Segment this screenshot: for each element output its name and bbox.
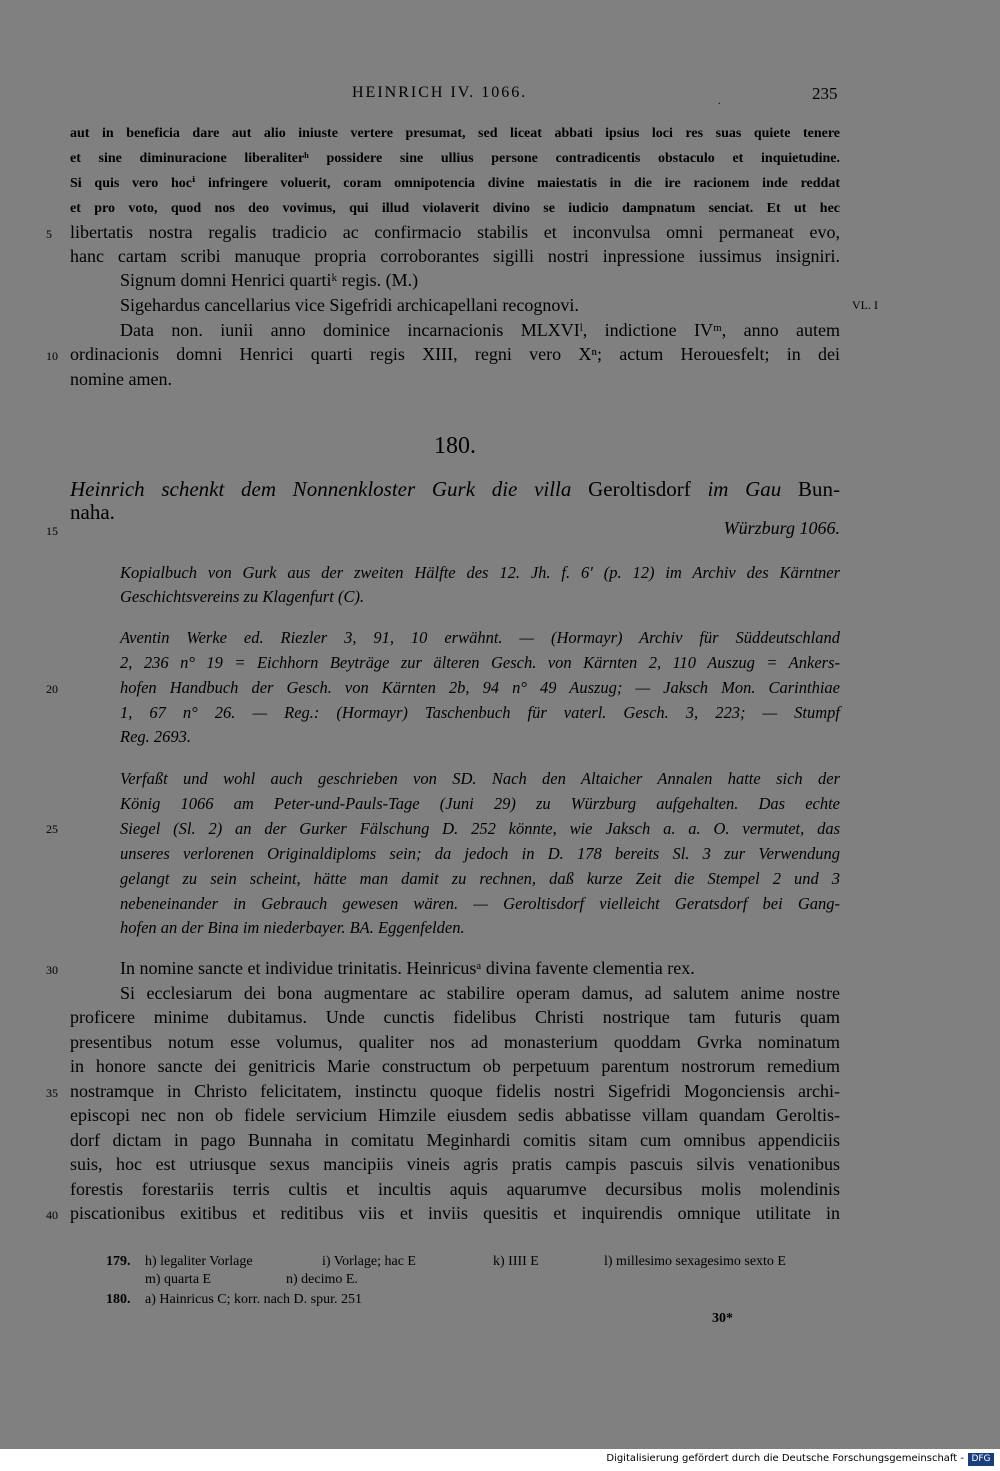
prev-line: et sine diminuracione liberaliterʰ possidere sine ullius persone contradicentis obstaculo et inquietudine.: [70, 151, 840, 166]
sheet-signature: 30*: [712, 1311, 733, 1326]
dfg-logo-icon: DFG: [968, 1453, 994, 1466]
text-line: forestis forestariis terris cultis et incultis aquis aquarumve decursibus molis molendinis: [70, 1179, 840, 1199]
footnote: m) quarta E: [145, 1272, 212, 1287]
footnote: n) decimo E.: [286, 1272, 358, 1287]
line-number: 30: [46, 963, 58, 977]
document-title-cont: naha.: [70, 500, 115, 524]
document-title: Heinrich schenkt dem Nonnenkloster Gurk die villa Geroltisdorf im Gau Bun-: [70, 477, 841, 501]
prev-line: ordinacionis domni Henrici quarti regis XIII, regni vero Xⁿ; actum Herouesfelt; in dei: [70, 344, 840, 364]
prev-line: nomine amen.: [70, 369, 172, 389]
line-number: 20: [46, 682, 58, 696]
commentary-line: König 1066 am Peter-und-Pauls-Tage (Juni 29) zu Würzburg aufgehalten. Das echte: [120, 794, 840, 813]
prints-line: hofen Handbuch der Gesch. von Kärnten 2b, 94 n° 49 Auszug; — Jaksch Mon. Carinthiae: [120, 678, 840, 697]
commentary-line: hofen an der Bina im niederbayer. BA. Eggenfelden.: [120, 918, 465, 937]
prev-line: Sigehardus cancellarius vice Sigefridi archicapellani recognovi.: [120, 295, 579, 315]
footnote-label: 179.: [106, 1254, 131, 1269]
commentary-line: Verfaßt und wohl auch geschrieben von SD. Nach den Altaicher Annalen hatte sich der: [120, 769, 840, 788]
prev-line: et pro voto, quod nos deo vovimus, qui illud violaverit divino se iudicio dampnatum senciat. Et ut hec: [70, 201, 840, 216]
text-line: nostramque in Christo felicitatem, instinctu quoque fidelis nostri Sigefridi Mogonciensis archi-: [70, 1081, 840, 1101]
prints-line: Reg. 2693.: [120, 727, 192, 746]
line-number: 40: [46, 1208, 58, 1222]
line-number: 5: [46, 227, 52, 241]
header-mark: .: [718, 96, 721, 107]
prev-line: hanc cartam scribi manuque propria corroborantes sigilli nostri inpressione iussimus insigniri.: [70, 246, 840, 266]
text-line: Si ecclesiarum dei bona augmentare ac stabilire operam damus, ad salutem anime nostre: [120, 983, 840, 1003]
line-number: 35: [46, 1086, 58, 1100]
prints-line: 1, 67 n° 26. — Reg.: (Hormayr) Taschenbuch für vaterl. Gesch. 3, 223; — Stumpf: [120, 703, 840, 722]
footnote: l) millesimo sexagesimo sexto E: [604, 1254, 786, 1269]
text-line: In nomine sancte et individue trinitatis. Heinricusᵃ divina favente clementia rex.: [120, 958, 695, 978]
commentary-line: Siegel (Sl. 2) an der Gurker Fälschung D. 252 könnte, wie Jaksch a. a. O. vermutet, das: [120, 819, 840, 838]
side-note: VL. I: [852, 298, 878, 312]
line-number: 10: [46, 349, 58, 363]
text-line: presentibus notum esse volumus, qualiter nos ad monasterium quoddam Gvrka nominatum: [70, 1032, 840, 1052]
footnote: i) Vorlage; hac E: [322, 1254, 416, 1269]
footer-bar: [0, 1449, 1000, 1471]
footnote: h) legaliter Vorlage: [145, 1254, 253, 1269]
commentary-line: unseres verlorenen Originaldiploms sein; da jedoch in D. 178 bereits Sl. 3 zur Verwendung: [120, 844, 840, 863]
prints-line: 2, 236 n° 19 = Eichhorn Beyträge zur älteren Gesch. von Kärnten 2, 110 Auszug = Ankers-: [120, 653, 840, 672]
footnote: k) IIII E: [493, 1254, 539, 1269]
page-number: 235: [812, 84, 838, 103]
commentary-line: nebeneinander in Gebrauch gewesen wären. — Geroltisdorf vielleicht Geratsdorf bei Gang-: [120, 894, 840, 913]
prev-line: libertatis nostra regalis tradicio ac confirmacio stabilis et inconvulsa omni permaneat evo,: [70, 222, 840, 242]
line-number: 25: [46, 822, 58, 836]
line-number: 15: [46, 524, 58, 538]
text-line: piscationibus exitibus et reditibus viis et inviis quesitis et inquirendis omnique utilitate in: [70, 1203, 840, 1223]
text-line: suis, hoc est utriusque sexus mancipiis vineis agris pratis campis pascuis silvis venationibus: [70, 1154, 840, 1174]
prints-line: Aventin Werke ed. Riezler 3, 91, 10 erwähnt. — (Hormayr) Archiv für Süddeutschland: [120, 628, 840, 647]
footnote-label: 180.: [106, 1292, 131, 1307]
footnote: a) Hainricus C; korr. nach D. spur. 251: [145, 1292, 362, 1307]
prev-line: aut in beneficia dare aut alio iniuste vertere presumat, sed liceat abbati ipsius loci res suas quiete tenere: [70, 126, 840, 141]
tradition-line: Geschichtsvereins zu Klagenfurt (C).: [120, 587, 365, 606]
commentary-line: gelangt zu sein scheint, hätte man damit zu rechnen, daß kurze Zeit die Stempel 2 und 3: [120, 869, 840, 888]
prev-line: Signum domni Henrici quartiᵏ regis. (M.): [120, 270, 419, 290]
text-line: in honore sancte dei genitricis Marie constructum ob perpetuum parentum nostrorum remedium: [70, 1056, 840, 1076]
text-line: episcopi nec non ob fidele servicium Himzile eiusdem sedis abbatisse villam quandam Geroltis-: [70, 1105, 840, 1125]
tradition-line: Kopialbuch von Gurk aus der zweiten Hälfte des 12. Jh. f. 6′ (p. 12) im Archiv des Kärntner: [120, 563, 840, 582]
footer-credit: Digitalisierung gefördert durch die Deutsche Forschungsgemeinschaft -: [606, 1453, 964, 1464]
prev-line: Si quis vero hocⁱ infringere voluerit, coram omnipotencia divine maiestatis in die ire racionem inde reddat: [70, 176, 840, 191]
prev-line: Data non. iunii anno dominice incarnacionis MLXVIˡ, indictione IVᵐ, anno autem: [120, 320, 840, 340]
date-place: Würzburg 1066.: [723, 518, 840, 538]
running-title: HEINRICH IV. 1066.: [352, 84, 528, 101]
document-number: 180.: [434, 433, 476, 459]
text-line: dorf dictam in pago Bunnaha in comitatu Meginhardi comitis sitam cum omnibus appendiciis: [70, 1130, 840, 1150]
text-line: proficere minime dubitamus. Unde cunctis fidelibus Christi nostrique tam futuris quam: [70, 1007, 840, 1027]
